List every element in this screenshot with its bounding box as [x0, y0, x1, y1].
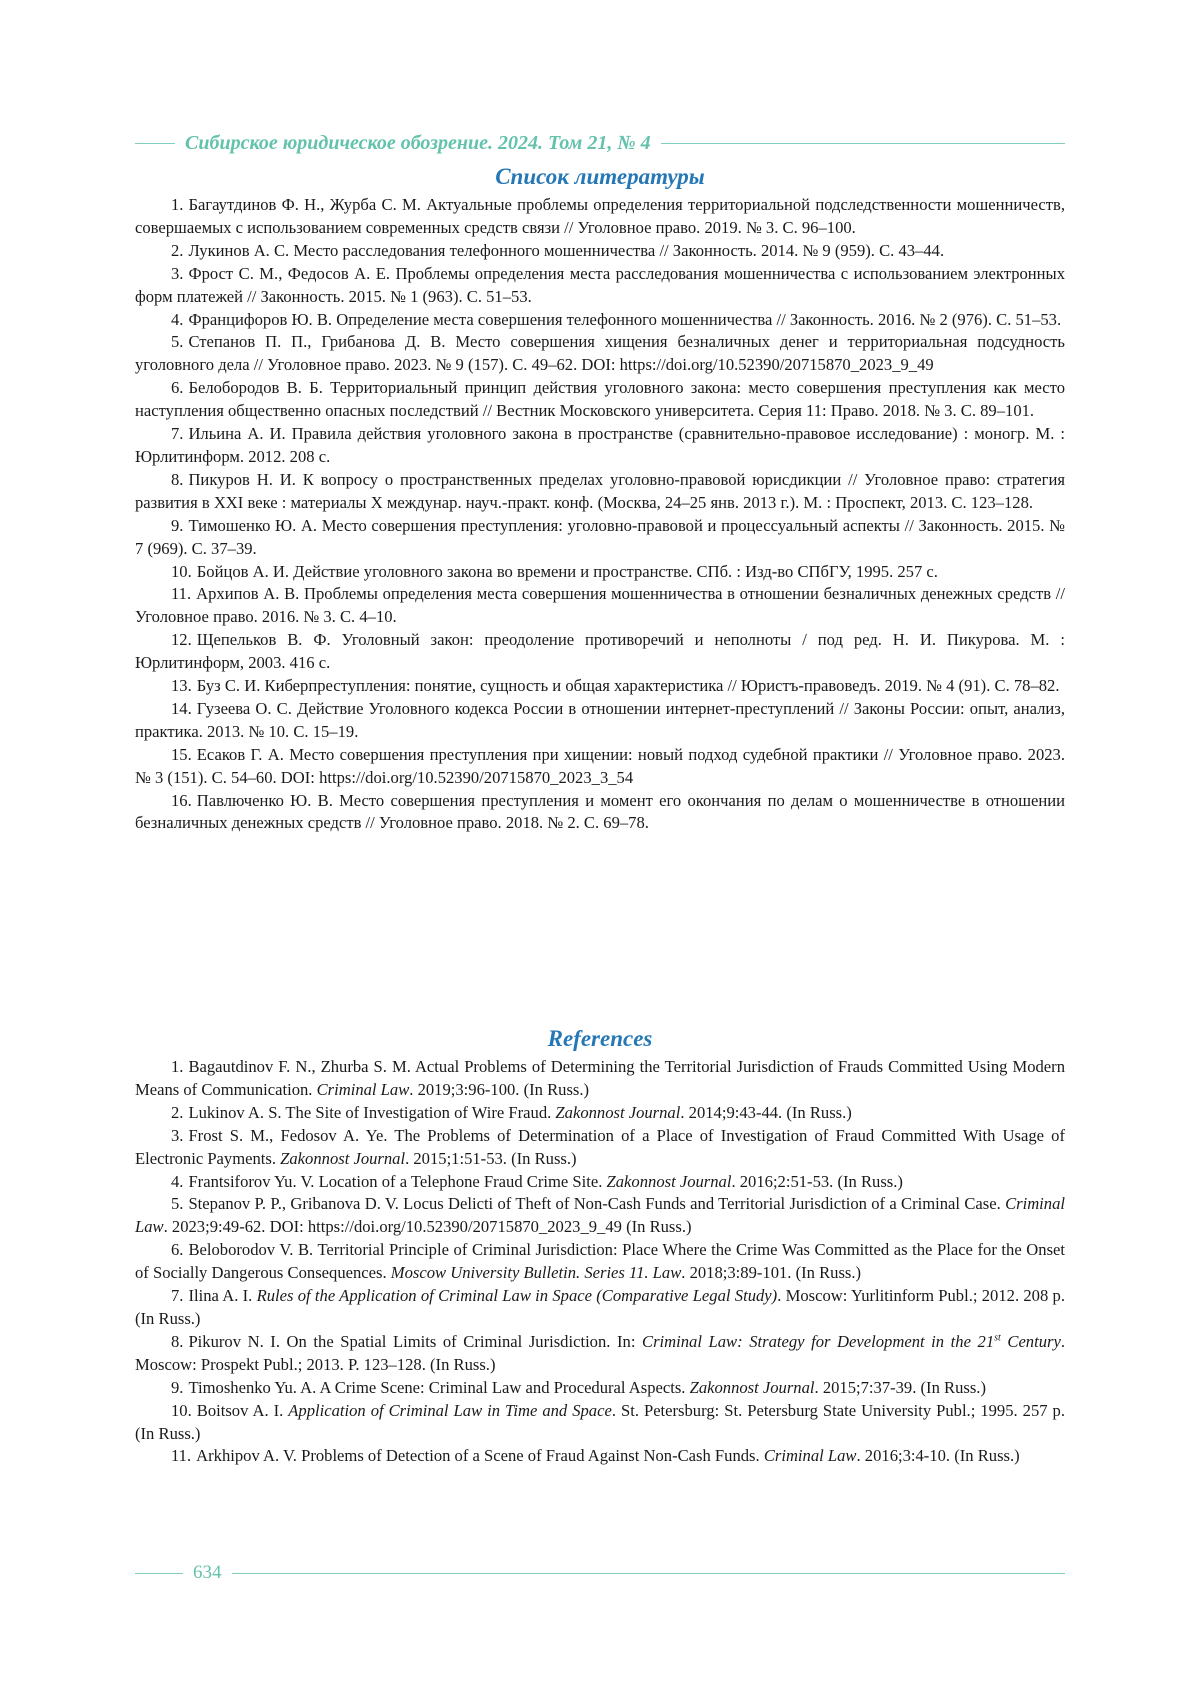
reference-item: 4. Францифоров Ю. В. Определение места совершения телефонного мошенничества // Законность. 2016. № 2 (976). С. 51–53. — [171, 309, 1062, 329]
page-number: 634 — [193, 1562, 222, 1583]
reference-item: 16. Павлюченко Ю. В. Место совершения преступления и момент его окончания по делам о мошенничестве в отношении безналичных денежных средств // Уголовное право. 2018. № 2. С. 69–78. — [135, 790, 1065, 833]
reference-item: 7. Ильина А. И. Правила действия уголовного закона в пространстве (сравнительно-правовое исследование) : моногр. М. : Юрлитинформ. 2012. 208 с. — [135, 424, 1065, 466]
reference-item: 14. Гузеева О. С. Действие Уголовного кодекса России в отношении интернет-преступлений // Законы России: опыт, анализ, практика. 2013. № 10. С. 15–19. — [135, 698, 1065, 741]
reference-item: 9. Timoshenko Yu. A. A Crime Scene: Criminal Law and Procedural Aspects. Zakonnost Journal. 2015;7:37-39. (In Russ.) — [171, 1377, 986, 1397]
header-rule-right — [661, 143, 1065, 144]
reference-item: 11. Архипов А. В. Проблемы определения места совершения мошенничества в отношении безналичных денежных средств // Уголовное право. 2016. № 3. С. 4–10. — [135, 584, 1065, 627]
reference-item: 10. Boitsov A. I. Application of Criminal Law in Time and Space. St. Petersburg: St. Petersburg State University Publ.; 1995. 257 p. (In Russ.) — [135, 1400, 1065, 1443]
reference-item: 9. Тимошенко Ю. А. Место совершения преступления: уголовно-правовой и процессуальный аспекты // Законность. 2015. № 7 (969). С. 37–39. — [135, 515, 1065, 558]
reference-item: 5. Stepanov P. P., Gribanova D. V. Locus Delicti of Theft of Non-Cash Funds and Territorial Jurisdiction of a Criminal Case. Criminal Law. 2023;9:49-62. DOI: https://doi.org/10.52390/20715870_2023_9_49 (In Russ.) — [135, 1194, 1065, 1237]
reference-item: 8. Pikurov N. I. On the Spatial Limits of Criminal Jurisdiction. In: Criminal Law: Strategy for Development in the 21st Century. Moscow: Prospekt Publ.; 2013. P. 123–128. (In Russ.) — [135, 1331, 1065, 1374]
running-header — [135, 130, 1065, 156]
reference-item: 6. Белобородов В. Б. Территориальный принцип действия уголовного закона: место совершения преступления как место наступления общественно опасных последствий // Вестник Московского университета. Серия 11: Право. 2018. № 3. С. 89–101. — [135, 378, 1065, 421]
running-title: Сибирское юридическое обозрение. 2024. Том 21, № 4 — [185, 131, 651, 154]
reference-item: 1. Багаутдинов Ф. Н., Журба С. М. Актуальные проблемы определения территориальной подследственности мошенничеств, совершаемых с использованием современных средств связи // Уголовное право. 2019. № 3. С. 96–100. — [135, 195, 1065, 237]
reference-item: 6. Beloborodov V. B. Territorial Principle of Criminal Jurisdiction: Place Where the Crime Was Committed as the Place for the Onset of Socially Dangerous Consequences. Moscow University Bulletin. Series 11. Law. 2018;3:89-101. (In Russ.) — [135, 1240, 1065, 1283]
reference-item: 3. Frost S. M., Fedosov A. Ye. The Problems of Determination of a Place of Investigation of Fraud Committed With Usage of Electronic Payments. Zakonnost Journal. 2015;1:51-53. (In Russ.) — [135, 1125, 1065, 1168]
references-ru-heading: Список литературы — [495, 164, 705, 189]
reference-item: 12. Щепельков В. Ф. Уголовный закон: преодоление противоречий и неполноты / под ред. Н. И. Пикурова. М. : Юрлитинформ, 2003. 416 с. — [135, 630, 1065, 673]
header-rule-left — [135, 143, 175, 144]
reference-item: 7. Ilina A. I. Rules of the Application of Criminal Law in Space (Comparative Legal Study). Moscow: Yurlitinform Publ.; 2012. 208 p. (In Russ.) — [135, 1286, 1065, 1328]
references-en-heading: References — [547, 1026, 653, 1051]
reference-item: 10. Бойцов А. И. Действие уголовного закона во времени и пространстве. СПб. : Изд-во СПбГУ, 1995. 257 с. — [171, 561, 938, 581]
reference-item: 2. Lukinov A. S. The Site of Investigation of Wire Fraud. Zakonnost Journal. 2014;9:43-44. (In Russ.) — [171, 1102, 852, 1122]
reference-item: 8. Пикуров Н. И. К вопросу о пространственных пределах уголовно-правовой юрисдикции // Уголовное право: стратегия развития в XXI веке : материалы X междунар. науч.-практ. конф. (Москва, 24–25 янв. 2013 г.). М. : Проспект, 2013. С. 123–128. — [135, 469, 1065, 512]
footer-rule-right — [232, 1573, 1066, 1574]
page-footer — [135, 1560, 1065, 1586]
reference-item: 4. Frantsiforov Yu. V. Location of a Telephone Fraud Crime Site. Zakonnost Journal. 2016;2:51-53. (In Russ.) — [171, 1171, 903, 1191]
reference-item: 5. Степанов П. П., Грибанова Д. В. Место совершения хищения безналичных денег и территориальная подсудность уголовного дела // Уголовное право. 2023. № 9 (157). С. 49–62. DOI: https://doi.org/10.52390/20715870_2023_9_49 — [135, 332, 1065, 375]
reference-item: 11. Arkhipov A. V. Problems of Detection of a Scene of Fraud Against Non-Cash Funds. Criminal Law. 2016;3:4-10. (In Russ.) — [171, 1446, 1020, 1466]
reference-item: 3. Фрост С. М., Федосов А. Е. Проблемы определения места расследования мошенничества с использованием электронных форм платежей // Законность. 2015. № 1 (963). С. 51–53. — [135, 263, 1065, 306]
footer-rule-left — [135, 1573, 183, 1574]
reference-item: 15. Есаков Г. А. Место совершения преступления при хищении: новый подход судебной практики // Уголовное право. 2023. № 3 (151). С. 54–60. DOI: https://doi.org/10.52390/20715870_2023_3_54 — [135, 744, 1065, 787]
reference-item: 2. Лукинов А. С. Место расследования телефонного мошенничества // Законность. 2014. № 9 (959). С. 43–44. — [171, 240, 945, 260]
reference-item: 13. Буз С. И. Киберпреступления: понятие, сущность и общая характеристика // Юристъ-правоведъ. 2019. № 4 (91). С. 78–82. — [171, 676, 1060, 696]
reference-item: 1. Bagautdinov F. N., Zhurba S. M. Actual Problems of Determining the Territorial Jurisdiction of Frauds Committed Using Modern Means of Communication. Criminal Law. 2019;3:96-100. (In Russ.) — [135, 1057, 1065, 1099]
references-en-list — [135, 1056, 1065, 1468]
references-ru-list — [135, 194, 1065, 835]
